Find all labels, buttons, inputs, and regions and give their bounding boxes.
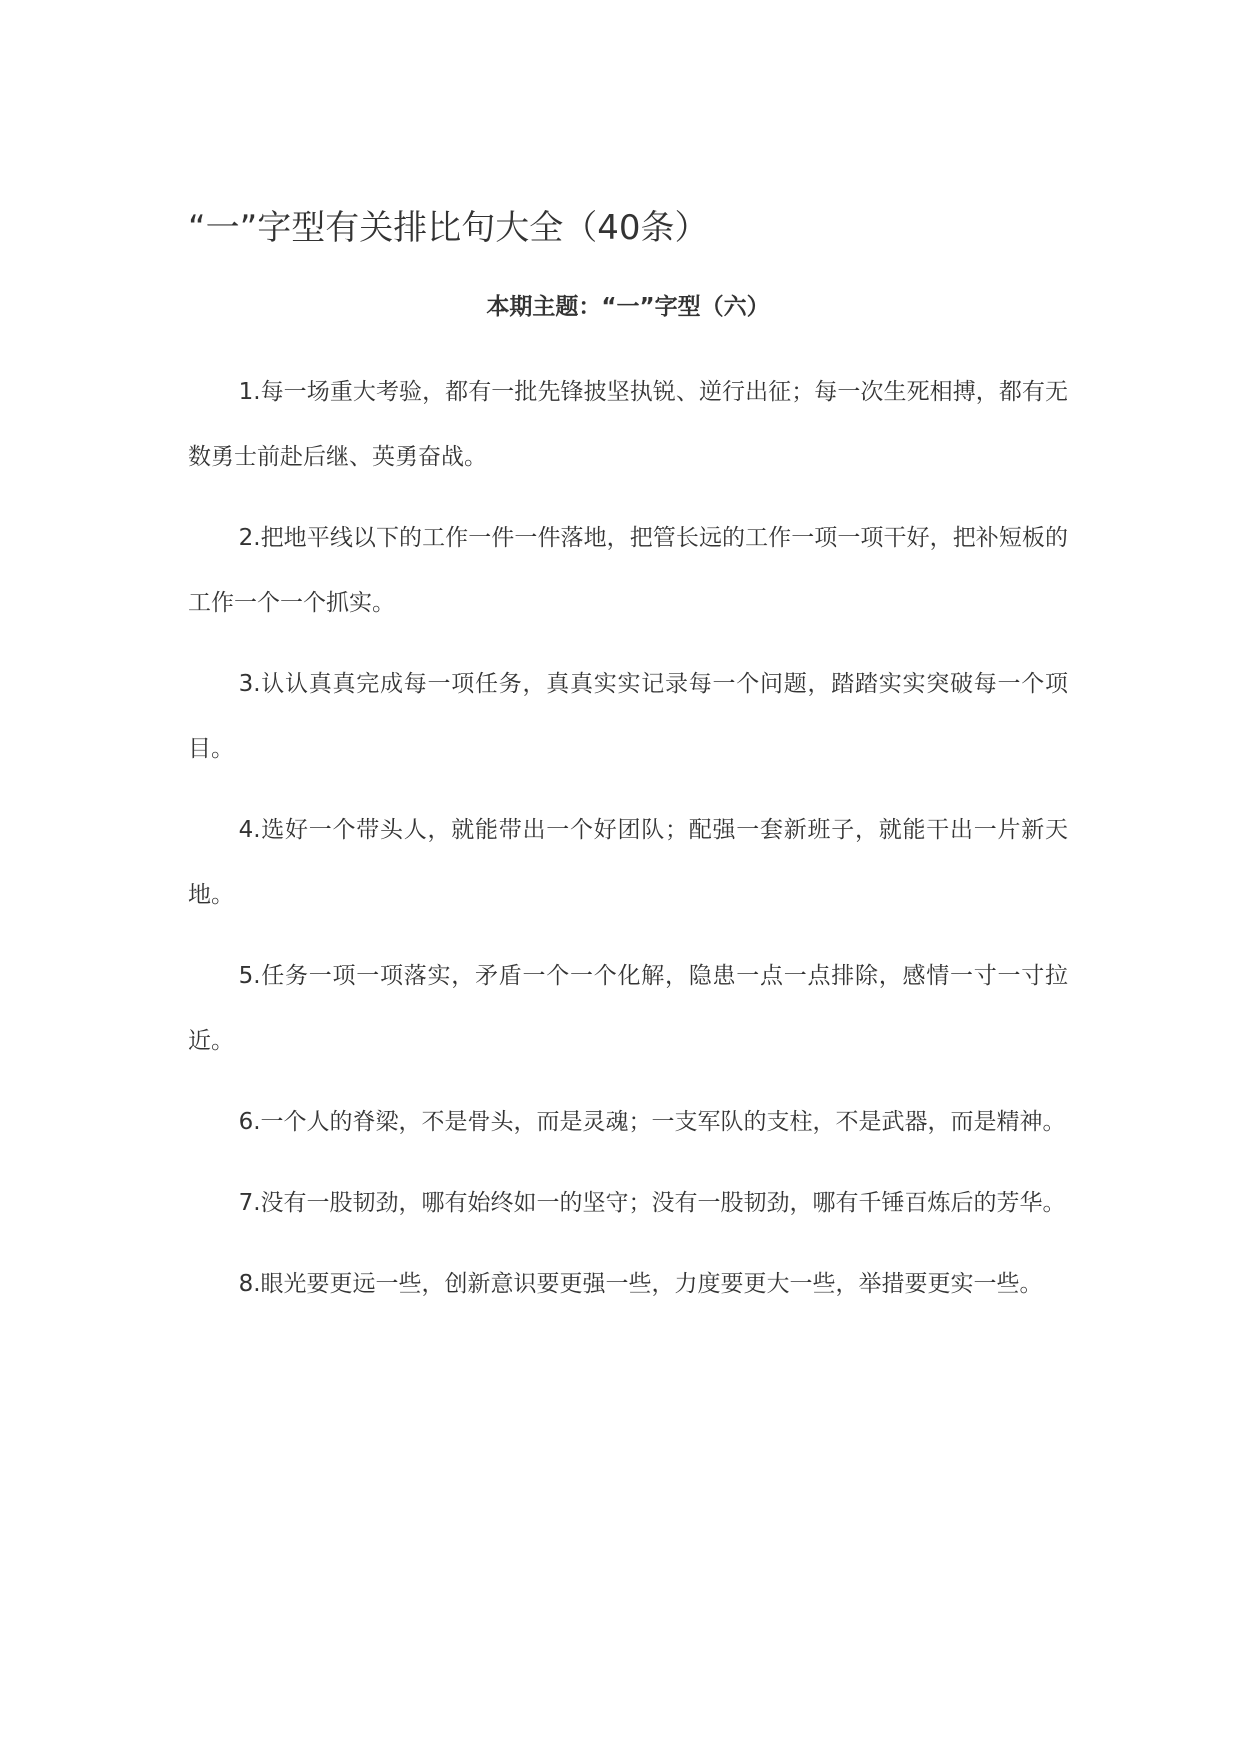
sentence-item: 2.把地平线以下的工作一件一件落地，把管长远的工作一项一项干好，把补短板的工作一个一个抓实。 <box>188 525 1068 616</box>
sentence-item: 7.没有一股韧劲，哪有始终如一的坚守；没有一股韧劲，哪有千锤百炼后的芳华。 <box>238 1190 1066 1216</box>
document-subtitle: 本期主题：“一”字型（六） <box>486 294 770 320</box>
sentence-item: 4.选好一个带头人，就能带出一个好团队；配强一套新班子，就能干出一片新天地。 <box>188 817 1068 908</box>
document-title: “一”字型有关排比句大全（40条） <box>188 208 709 248</box>
sentence-item: 5.任务一项一项落实，矛盾一个一个化解，隐患一点一点排除，感情一寸一寸拉近。 <box>188 963 1068 1054</box>
sentence-item: 1.每一场重大考验，都有一批先锋披坚执锐、逆行出征；每一次生死相搏，都有无数勇士前赴后继、英勇奋战。 <box>188 379 1068 470</box>
sentence-list <box>188 360 1068 1333</box>
sentence-item: 3.认认真真完成每一项任务，真真实实记录每一个问题，踏踏实实突破每一个项目。 <box>188 671 1068 762</box>
sentence-item: 6.一个人的脊梁，不是骨头，而是灵魂；一支军队的支柱，不是武器，而是精神。 <box>238 1109 1066 1135</box>
sentence-item: 8.眼光要更远一些，创新意识要更强一些，力度要更大一些，举措要更实一些。 <box>238 1271 1043 1297</box>
